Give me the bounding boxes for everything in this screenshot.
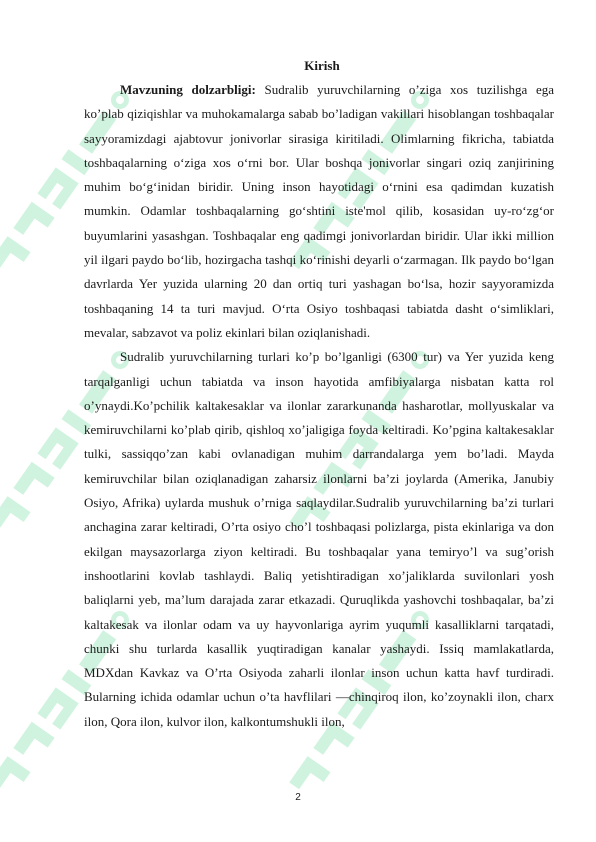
paragraph-relevance-text: Sudralib yuruvchilarning o’ziga xos tuzilishga ega ko’plab qiziqishlar va muhokamalarga sabab bo’ladigan vakillari hisoblangan toshbaqalar sayyoramizdagi ajabtovur jonivorlar sirasiga kiritiladi. Olimlarning fikricha, tabiatda toshbaqalarning o‘ziga xos o‘rni bor. Ular boshqa jonivorlar singari oziq zanjirining muhim bo‘g‘inidan biridir. Uning inson hayotidagi o‘rnini esa qadimdan kuzatish mumkin. Odamlar toshbaqalarning go‘shtini iste'mol qilib, kosasidan uy-ro‘zg‘or buyumlarini yasashgan. Toshbaqalar eng qadimgi jonivorlardan biridir. Ular ikki million yil ilgari paydo bo‘lib, hozirgacha tashqi ko‘rinishi deyarli o‘zarmagan. Ilk paydo bo‘lgan davrlarda Yer yuzida ularning 20 dan ortiq turi yashagan bo‘lsa, hozir sayyoramizda toshbaqaning 14 ta turi mavjud. O‘rta Osiyo toshbaqasi tabiatda dasht o‘simliklari, mevalar, sabzavot va poliz ekinlari bilan oziqlanishadi. <box>84 82 555 340</box>
paragraph-reptile-role: Sudralib yuruvchilarning turlari ko’p bo’lganligi (6300 tur) va Yer yuzida keng tarqalganligi uchun tabiatda va inson hayotida amfibiyalarga nisbatan katta rol o’ynaydi.Ko’pchilik kaltakesaklar va ilonlar zararkunanda hasharotlar, mollyuskalar va kemiruvchilarni ko’plab qirib, qishloq xo’jaligiga foyda keltiradi. Ko’pgina kaltakesaklar tulki, sassiqqo’zan kabi ovlanadigan muhim darrandalarga yem bo’ladi. Mayda kemiruvchilar bilan oziqlanadigan zaharsiz ilonlarni ba’zi joylarda (Amerika, Janubiy Osiyo, Afrika) uylarda mushuk o’rniga saqlaydilar.Sudralib yuruvchilarning ba’zi turlari anchagina zarar keltiradi, O’rta osiyo cho’l toshbaqasi polizlarga, pista ekinlariga va don ekilgan maysazorlarga ziyon keltiradi. Bu toshbaqalar yana temiryo’l va sug’orish inshootlarini kovlab tashlaydi. Baliq yetishtiradigan xo’jaliklarda suvilonlari yosh baliqlarni yeb, ma’lum darajada zarar etkazadi. Quruqlikda yashovchi toshbaqalar, ba’zi kaltakesak va ilonlar odam va uy hayvonlariga ayrim yuqumli kasalliklarni tarqatadi, chunki shu turlarda kasallik yuqtiradigan kanalar yashaydi. Issiq mamlakatlarda, MDXdan Kavkaz va O’rta Osiyoda zaharli ilonlar inson uchun katta havf turdiradi. Bularning ichida odamlar uchun o’ta havflilari —chinqiroq ilon, ko’zoynakli ilon, charx ilon, Qora ilon, kulvor ilon, kalkontumshukli ilon, <box>84 349 554 729</box>
page-body <box>84 54 554 734</box>
document-title: Kirish <box>304 58 340 73</box>
page-number: 2 <box>295 792 301 803</box>
paragraph-lead-heading: Mavzuning dolzarbligi: <box>120 82 256 97</box>
paragraph-relevance <box>84 78 554 345</box>
